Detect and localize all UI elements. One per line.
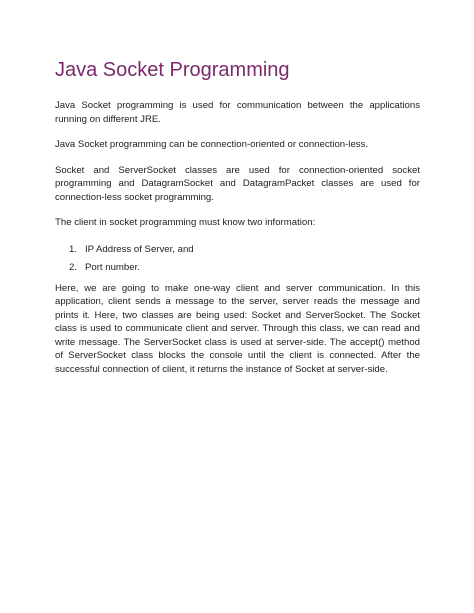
numbered-list xyxy=(55,243,420,275)
list-item-text: IP Address of Server, and xyxy=(85,243,194,255)
paragraph-socket-classes: Socket and ServerSocket classes are used for connection-oriented socket programming and DatagramSocket and DatagramPacket classes are used for connection-less socket programming. xyxy=(55,164,420,203)
page-title: Java Socket Programming xyxy=(55,59,290,81)
paragraph-intro: Java Socket programming is used for communication between the applications running on different JRE. xyxy=(55,100,420,125)
list-item xyxy=(55,261,420,275)
list-item-text: Port number. xyxy=(85,262,140,273)
paragraph-connection-types: Java Socket programming can be connection-oriented or connection-less. xyxy=(55,139,369,150)
list-item-number: 1. xyxy=(69,243,78,255)
paragraph-communication-example: Here, we are going to make one-way client and server communication. In this application, client sends a message to the server, server reads the message and prints it. Here, two classes are being used: Socket and ServerSocket. The Socket class is used to communicate client and server. Through this class, we can read and write message. The ServerSocket class is used at server-side. The accept() method of ServerSocket class blocks the console until the client is connected. After the successful connection of client, it returns the instance of Socket at server-side. xyxy=(55,282,420,375)
list-item-number: 2. xyxy=(69,262,78,273)
document-body xyxy=(55,57,420,376)
paragraph-client-info: The client in socket programming must know two information: xyxy=(55,217,316,228)
list-item xyxy=(55,243,420,257)
